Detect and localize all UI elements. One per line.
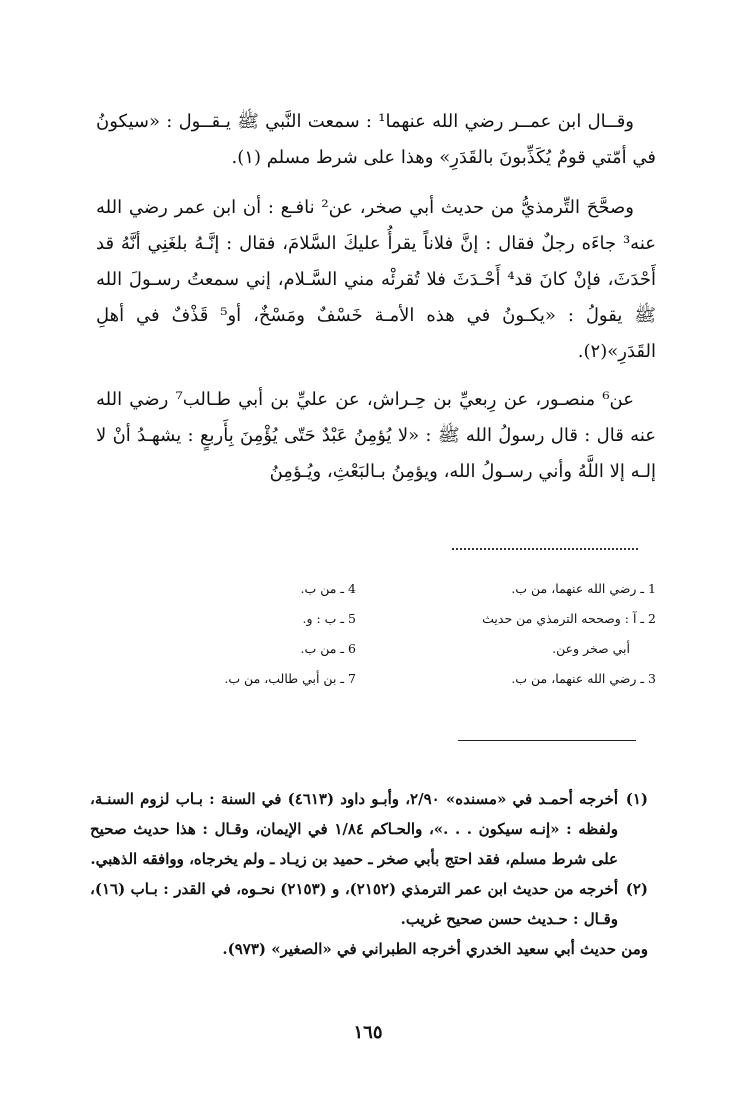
variant-note: 6 ـ من ب. [300, 641, 356, 656]
variants-right-column [416, 574, 656, 694]
footnote-text: أخرجه أحمـد في «مسنده» ٢/٩٠، وأبـو داود (٤٦١٣) في السنة : بـاب لزوم السنـة، ولفظه : «إنـه سيكون . . .»، والحـاكم ١/٨٤ في الإيمان، وقـال : هذا حديث صحيح على شرط مسلم، فقد احتج بأبي صخر ـ حميد بن زيـاد ـ ولم يخرجاه، ووافقه الذهبي. [90, 790, 619, 868]
variant-note: 2 ـ آ : وصححه الترمذي من حديث [482, 611, 656, 626]
paragraph-ali: عن⁶ منصـور، عن رِبعيِّ بن حِـراش، عن عليِّ بن أبي طـالب⁷ رضي الله عنه قال : قال رسولُ الله ﷺ : «لا يُؤمِنُ عَبْدٌ حَتّى يُؤْمِنَ بِأَربعٍ : يشهـدُ أنْ لا إلـه إلا اللَّهُ وأني رسـولُ الله، ويؤمِنُ بـالبَعْثِ، ويُـؤمِنُ [96, 389, 656, 482]
footnotes [90, 784, 648, 964]
footnote-text: أخرجه من حديث ابن عمر الترمذي (٢١٥٢)، و (٢١٥٣) نحـوه، في القدر : بـاب (١٦)، وقـال : حـديث حسن صحيح غريب. [90, 880, 618, 928]
paragraph-ibn-umar: وقــال ابن عمــر رضي الله عنهما¹ : سمعت النَّبي ﷺ يـقــول : «سيكونُ في أمّتي قومٌ يُكَذِّبونَ بالقَدَرِ» وهذا على شرط مسلم (١). [96, 111, 656, 168]
footnote-continuation: ومن حديث أبي سعيد الخدري أخرجه الطبراني في «الصغير» (٩٧٣). [222, 940, 648, 958]
variant-note: 1 ـ رضي الله عنهما، من ب. [511, 581, 656, 596]
variant-note: 7 ـ بن أبي طالب، من ب. [224, 671, 356, 686]
variant-note: 5 ـ ب : و. [302, 611, 356, 626]
footnote-marker: (٢) [625, 880, 648, 898]
page-number: ١٦٥ [353, 1022, 383, 1043]
variant-note: 4 ـ من ب. [300, 581, 356, 596]
dotted-separator [452, 548, 638, 554]
footnote-divider [458, 740, 636, 741]
footnote-marker: (١) [625, 790, 649, 808]
variants-left-column [156, 574, 356, 694]
variant-note-continuation: أبي صخر وعن. [552, 641, 630, 656]
paragraph-tirmidhi: وصحَّحَ التِّرمذيُّ من حديث أبي صخر، عن² نافـع : أن ابن عمر رضي الله عنه³ جاءَه رجلٌ فقال : إنَّ فلاناً يقرأُ عليكَ السَّلامَ، فقال : إنَّـهُ بلغَنِي أنَّهُ قد أَحْدَثَ، فإنْ كانَ قد⁴ أَحْـدَثَ فلا تُقرئْه مني السَّـلام، إني سمعتُ رسـولَ الله ﷺ يقولُ : «يكـونُ في هذه الأمـة خَسْفٌ ومَسْخٌ، أو⁵ قَذْفٌ في أهلِ القَدَرِ»(٢). [96, 197, 656, 362]
footnote [90, 784, 648, 874]
main-text-body [96, 104, 656, 490]
footnote [90, 874, 648, 934]
variant-note: 3 ـ رضي الله عنهما، من ب. [511, 671, 656, 686]
